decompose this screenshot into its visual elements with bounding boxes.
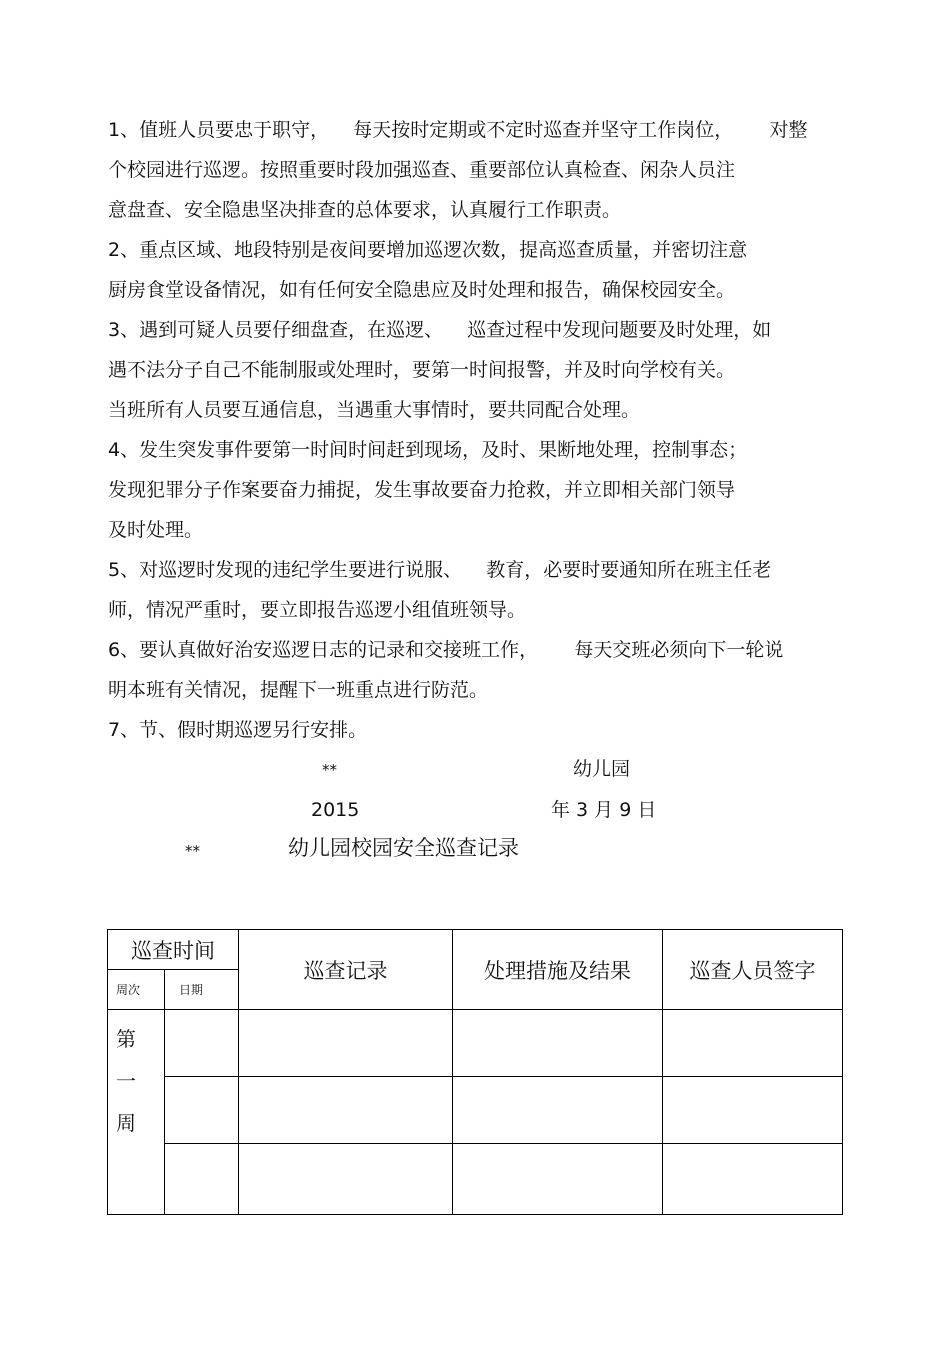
paragraph-line: 1、值班人员要忠于职守， 每天按时定期或不定时巡查并坚守工作岗位， 对整	[108, 119, 808, 141]
date-cell[interactable]	[165, 1010, 239, 1077]
signature-cell[interactable]	[663, 1010, 843, 1077]
week-label-cell	[108, 1010, 165, 1215]
paragraph-line: 及时处理。	[108, 519, 204, 541]
week-label-char: 一	[116, 1069, 136, 1093]
paragraph-line: 发现犯罪分子作案要奋力捕捉，发生事故要奋力抢救，并立即相关部门领导	[108, 479, 736, 501]
paragraph-line: 明本班有关情况，提醒下一班重点进行防范。	[108, 679, 489, 701]
record-cell[interactable]	[239, 1144, 453, 1215]
paragraph-line: 个校园进行巡逻。按照重要时段加强巡查、重要部位认真检查、闲杂人员注	[108, 159, 736, 181]
header-inspector-signature: 巡查人员签字	[663, 930, 843, 1010]
signature-org: 幼儿园	[573, 758, 631, 780]
paragraph-line: 3、遇到可疑人员要仔细盘查，在巡逻、 巡查过程中发现问题要及时处理，如	[108, 319, 772, 341]
record-title: 幼儿园校园安全巡查记录	[288, 836, 519, 860]
date-cell[interactable]	[165, 1144, 239, 1215]
header-date: 日期	[165, 970, 239, 1010]
header-patrol-time: 巡查时间	[108, 930, 239, 970]
signature-cell[interactable]	[663, 1077, 843, 1144]
inspection-record-table	[107, 929, 843, 1215]
week-label-char: 第	[116, 1027, 136, 1051]
paragraph-line: 2、重点区域、地段特别是夜间要增加巡逻次数，提高巡查质量，并密切注意	[108, 239, 748, 261]
header-week: 周次	[108, 970, 165, 1010]
record-cell[interactable]	[239, 1010, 453, 1077]
paragraph-line: 师，情况严重时，要立即报告巡逻小组值班领导。	[108, 599, 527, 621]
paragraph-line: 当班所有人员要互通信息，当遇重大事情时，要共同配合处理。	[108, 399, 641, 421]
header-patrol-record: 巡查记录	[239, 930, 453, 1010]
signature-year: 2015	[311, 799, 360, 821]
paragraph-line: 6、要认真做好治安巡逻日志的记录和交接班工作， 每天交班必须向下一轮说	[108, 639, 784, 661]
paragraph-line: 4、发生突发事件要第一时间时间赶到现场，及时、果断地处理，控制事态；	[108, 439, 748, 461]
signature-cell[interactable]	[663, 1144, 843, 1215]
paragraph-line: 厨房食堂设备情况，如有任何安全隐患应及时处理和报告，确保校园安全。	[108, 279, 736, 301]
paragraph-line: 7、节、假时期巡逻另行安排。	[108, 719, 368, 741]
week-label-char: 周	[116, 1111, 136, 1135]
measures-cell[interactable]	[453, 1077, 663, 1144]
paragraph-line: 意盘查、安全隐患坚决排查的总体要求，认真履行工作职责。	[108, 199, 622, 221]
table-row	[108, 1144, 843, 1215]
record-title-stars: **	[185, 842, 200, 860]
measures-cell[interactable]	[453, 1144, 663, 1215]
date-cell[interactable]	[165, 1077, 239, 1144]
table-row	[108, 1010, 843, 1077]
header-measures-result: 处理措施及结果	[453, 930, 663, 1010]
record-cell[interactable]	[239, 1077, 453, 1144]
signature-date: 年 3 月 9 日	[551, 799, 657, 821]
table-row	[108, 1077, 843, 1144]
paragraph-line: 遇不法分子自己不能制服或处理时，要第一时间报警，并及时向学校有关。	[108, 359, 736, 381]
measures-cell[interactable]	[453, 1010, 663, 1077]
signature-stars: **	[322, 761, 337, 779]
paragraph-line: 5、对巡逻时发现的违纪学生要进行说服、 教育，必要时要通知所在班主任老	[108, 559, 772, 581]
